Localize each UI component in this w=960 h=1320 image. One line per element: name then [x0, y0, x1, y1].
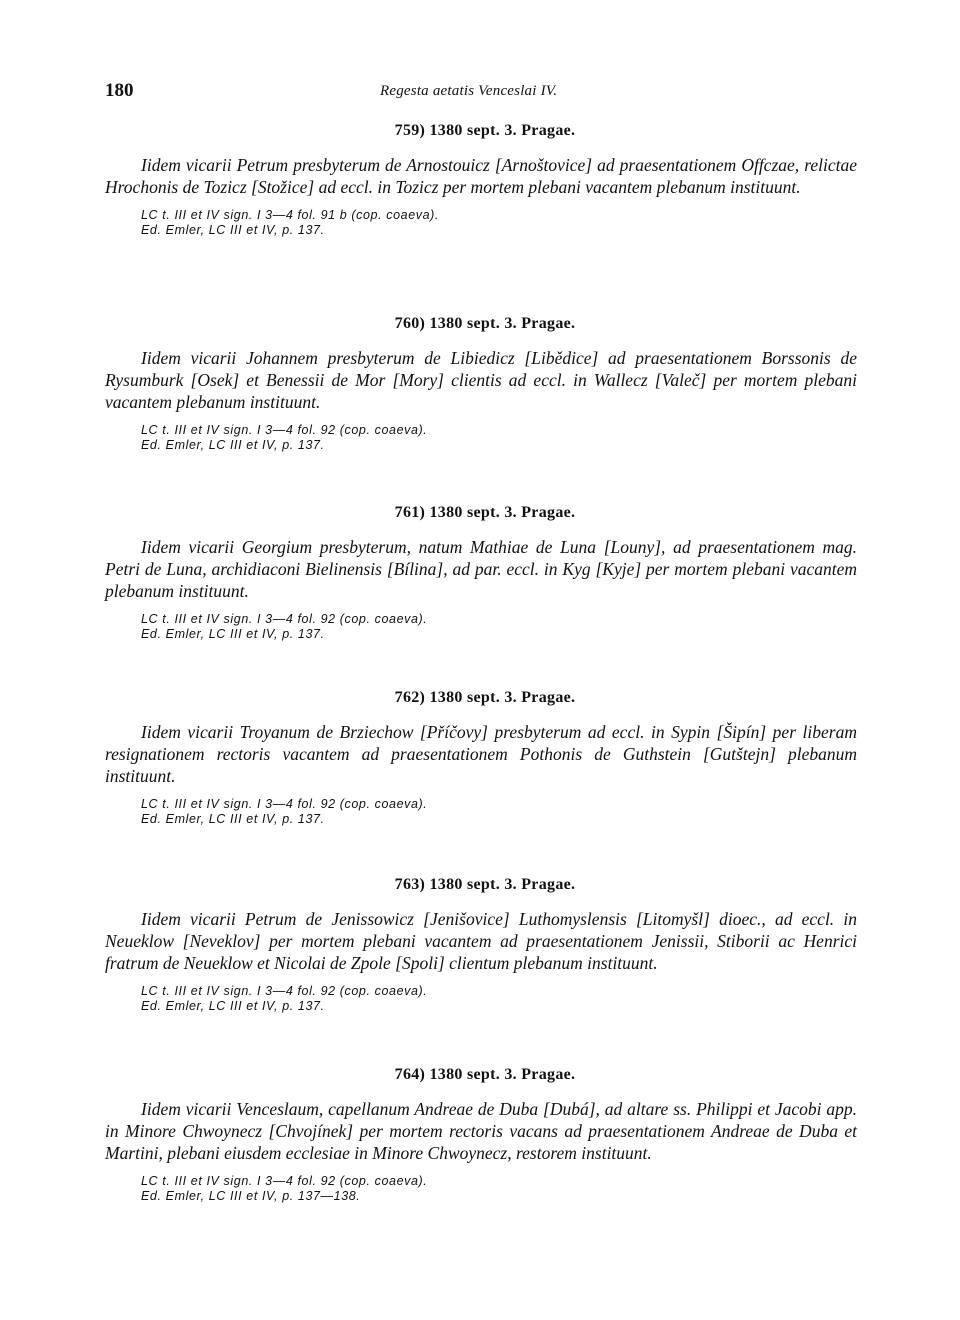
entry-heading: 762) 1380 sept. 3. Pragae.: [394, 689, 576, 706]
entry-763: [105, 876, 857, 1014]
source-note: LC t. III et IV sign. I 3—4 fol. 92 (cop. coaeva).: [141, 797, 428, 811]
entry-notes: [105, 208, 857, 238]
edition-note: Ed. Emler, LC III et IV, p. 137.: [141, 812, 325, 826]
entry-text: Iidem vicarii Johannem presbyterum de Libiedicz [Libědice] ad praesentationem Borssonis de Rysumburk [Osek] et Benessii de Mor [Mory] clientis ad eccl. in Wallecz [Valeč] per mortem plebani vacantem plebanum instituunt.: [105, 348, 857, 412]
entry-notes: [105, 612, 857, 642]
entry-764: [105, 1066, 857, 1204]
entry-heading: 759) 1380 sept. 3. Pragae.: [394, 122, 576, 139]
entry-heading: 763) 1380 sept. 3. Pragae.: [394, 876, 576, 893]
entry-text: Iidem vicarii Petrum de Jenissowicz [Jenišovice] Luthomyslensis [Litomyšl] dioec., ad eccl. in Neueklow [Neveklov] per mortem plebani vacantem ad praesentationem Jenissii, Stiborii ac Henrici fratrum de Neueklow et Nicolai de Zpole [Spoli] clientum plebanum instituunt.: [105, 909, 857, 973]
entry-text: Iidem vicarii Venceslaum, capellanum Andreae de Duba [Dubá], ad altare ss. Philippi et Jacobi app. in Minore Chwoynecz [Chvojínek] per mortem rectoris vacans ad praesentationem Andreae de Duba et Martini, plebani eiusdem ecclesiae in Minore Chwoynecz, restorem instituunt.: [105, 1099, 857, 1163]
entry-heading: 764) 1380 sept. 3. Pragae.: [394, 1066, 576, 1083]
entry-text: Iidem vicarii Troyanum de Brziechow [Příčovy] presbyterum ad eccl. in Sypin [Šipín] per liberam resignationem rectoris vacantem ad praesentationem Pothonis de Guthstein [Gutštejn] plebanum instituunt.: [105, 722, 857, 786]
source-note: LC t. III et IV sign. I 3—4 fol. 92 (cop. coaeva).: [141, 1174, 428, 1188]
entry-761: [105, 504, 857, 642]
source-note: LC t. III et IV sign. I 3—4 fol. 92 (cop. coaeva).: [141, 423, 428, 437]
entry-notes: [105, 797, 857, 827]
source-note: LC t. III et IV sign. I 3—4 fol. 92 (cop. coaeva).: [141, 612, 428, 626]
entry-notes: [105, 423, 857, 453]
entry-762: [105, 689, 857, 827]
edition-note: Ed. Emler, LC III et IV, p. 137.: [141, 223, 325, 237]
edition-note: Ed. Emler, LC III et IV, p. 137.: [141, 999, 325, 1013]
edition-note: Ed. Emler, LC III et IV, p. 137.: [141, 438, 325, 452]
entry-notes: [105, 984, 857, 1014]
page-number: 180: [105, 80, 134, 101]
entry-text: Iidem vicarii Georgium presbyterum, natum Mathiae de Luna [Louny], ad praesentationem mag. Petri de Luna, archidiaconi Bielinensis [Bílina], ad par. eccl. in Kyg [Kyje] per mortem plebani vacantem plebanum instituunt.: [105, 537, 857, 601]
edition-note: Ed. Emler, LC III et IV, p. 137.: [141, 627, 325, 641]
entry-text: Iidem vicarii Petrum presbyterum de Arnostouicz [Arnoštovice] ad praesentationem Offczae, relictae Hrochonis de Tozicz [Stožice] ad eccl. in Tozicz per mortem plebani vacantem plebanum instituunt.: [105, 155, 857, 197]
entry-heading: 760) 1380 sept. 3. Pragae.: [394, 315, 576, 332]
entry-notes: [105, 1174, 857, 1204]
source-note: LC t. III et IV sign. I 3—4 fol. 92 (cop. coaeva).: [141, 984, 428, 998]
entry-heading: 761) 1380 sept. 3. Pragae.: [394, 504, 576, 521]
edition-note: Ed. Emler, LC III et IV, p. 137—138.: [141, 1189, 361, 1203]
entry-759: [105, 122, 857, 238]
source-note: LC t. III et IV sign. I 3—4 fol. 91 b (cop. coaeva).: [141, 208, 439, 222]
entry-760: [105, 315, 857, 453]
running-title: Regesta aetatis Venceslai IV.: [380, 83, 558, 99]
